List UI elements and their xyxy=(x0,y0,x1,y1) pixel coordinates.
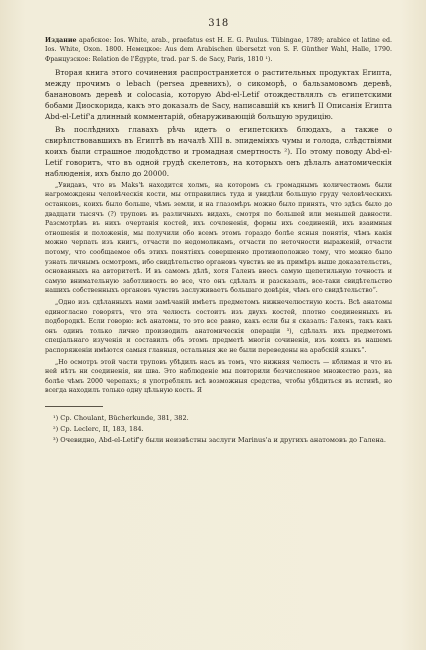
footnote: ²) Ср. Leclerc, II, 183, 184. xyxy=(53,424,144,433)
footnote: ¹) Ср. Choulant, Bücherkunde, 381, 382. xyxy=(53,413,189,422)
quotation-paragraph: „Но осмотръ этой части труповъ убѣдилъ насъ въ томъ, что нижняя челюсть — кблимая и что въ ней нѣтъ ни соединенія, ни шва. Это наблюденіе мы повторили безчисленное множество разъ, на болѣе чѣмъ 2000 черепахъ; я употреблялъ всѣ возможныя средства, чтобы убѣдиться въ истинѣ, но всегда находилъ только одну цѣльную кость. Я xyxy=(45,358,392,395)
body-paragraph: Въ послѣднихъ главахъ рѣчь идетъ о египетскихъ блюдахъ, а также о свирѣпствовавшихъ въ Египтѣ въ началѣ XIII в. эпидеміяхъ чумы и голода, слѣдствіями коихъ были страшное людоѣдство и громадная смертность ²). По этому поводу Abd-el-Letif говоритъ, что въ одной грудѣ скелетовъ, на которыхъ онъ дѣлалъ анатомическія наблюденія, ихъ было до 20000. xyxy=(45,124,392,178)
edition-note-lead: Издание xyxy=(45,37,77,44)
footnote: ³) Очевидно, Abd-el-Letif'у были неизвѣстны заслуги Marinus'а и другихъ анатомовъ до Галена. xyxy=(53,435,386,444)
page-number: 318 xyxy=(208,18,229,29)
quotation-paragraph: „Увидавъ, что въ Maks'ѣ находится холмъ, на которомъ съ громаднымъ количествомъ были нагромождены человѣческія кости, мы отправились туда и увидѣли большую груду человѣческихъ останковъ, коихъ было больше, чѣмъ земли, и на глазомѣръ можно было принять, что здѣсь было до двадцати тысячъ (?) труповъ въ различныхъ видахъ, смотря по большей или меньшей давности. Разсмотрѣвъ въ нихъ очертанія костей, ихъ сочлененія, формы ихъ соединеній, ихъ взаимныя отношенія и положенія, мы получили обо всемъ этомъ гораздо болѣе ясныя понятія, чѣмъ какія можно черпать изъ книгъ, отчасти по недомолвкамъ, отчасти по неточности выраженій, отчасти потому, что сообщаемое объ этихъ понятіяхъ совершенно противоположно тому, что можно было узнать личнымъ осмотромъ, ибо свидѣтельство органовъ чувствъ не въ примѣръ выше доказательствъ, основанныхъ на авторитетѣ. И въ самомъ дѣлѣ, хотя Галенъ внесъ самую щепетильную точность и самую внимательную заботливость во все, что онъ сдѣлалъ и разсказалъ, все-таки свидѣтельство нашихъ собственныхъ органовъ чувствъ заслуживаетъ большаго довѣрія, чѣмъ его свидѣтельство“. xyxy=(45,181,392,295)
edition-note xyxy=(45,36,392,64)
quotation-paragraph: „Одно изъ сдѣланныхъ нами замѣчаній имѣетъ предметомъ нижнечелюстную кость. Всѣ анатомы единогласно говорятъ, что эта челюсть состоитъ изъ двухъ костей, плотно соединенныхъ въ подбородкѣ. Если говорю: всѣ анатомы, то это все равно, какъ если бы я сказалъ: Галенъ, такъ какъ онъ одинъ только лично производилъ анатомическія операціи ³), сдѣлалъ ихъ предметомъ спеціальнаго изученія и составилъ объ этомъ предметѣ многія сочиненія, изъ коихъ въ нашемъ распоряженіи имѣются самыя главныя, остальныя же не были переведены на арабскій языкъ“. xyxy=(45,299,392,354)
edition-note-text: арабское: Ios. White, arab., praefatus est H. E. G. Paulus. Tübingae, 1789; arabice et latine ed. Ios. White, Oxon. 1800. Немецкое: Aus dem Arabischen übersetzt von S. F. Günther Wahl, Halle, 1790. Французское: Relation de l'Égypte, trad. par S. de Sacy, Paris, 1810 ¹). xyxy=(45,37,392,63)
body-paragraph: Вторая книга этого сочинения распространяется о растительных продуктах Египта, между прочимъ о lebach (persea древнихъ), о сикоморѣ, о бальзамовомъ деревѣ, банановомъ деревѣ и colocasia, которую Abd-el-Letif отождествлялъ съ египетскими бобами Диоскорида, какъ это доказалъ de Sacy, написавшій къ книгѣ II Описанія Египта Abd-el-Letif'а длинный комментарій, обнаруживающій большую эрудицію. xyxy=(45,67,392,121)
footnote-divider xyxy=(45,406,103,407)
